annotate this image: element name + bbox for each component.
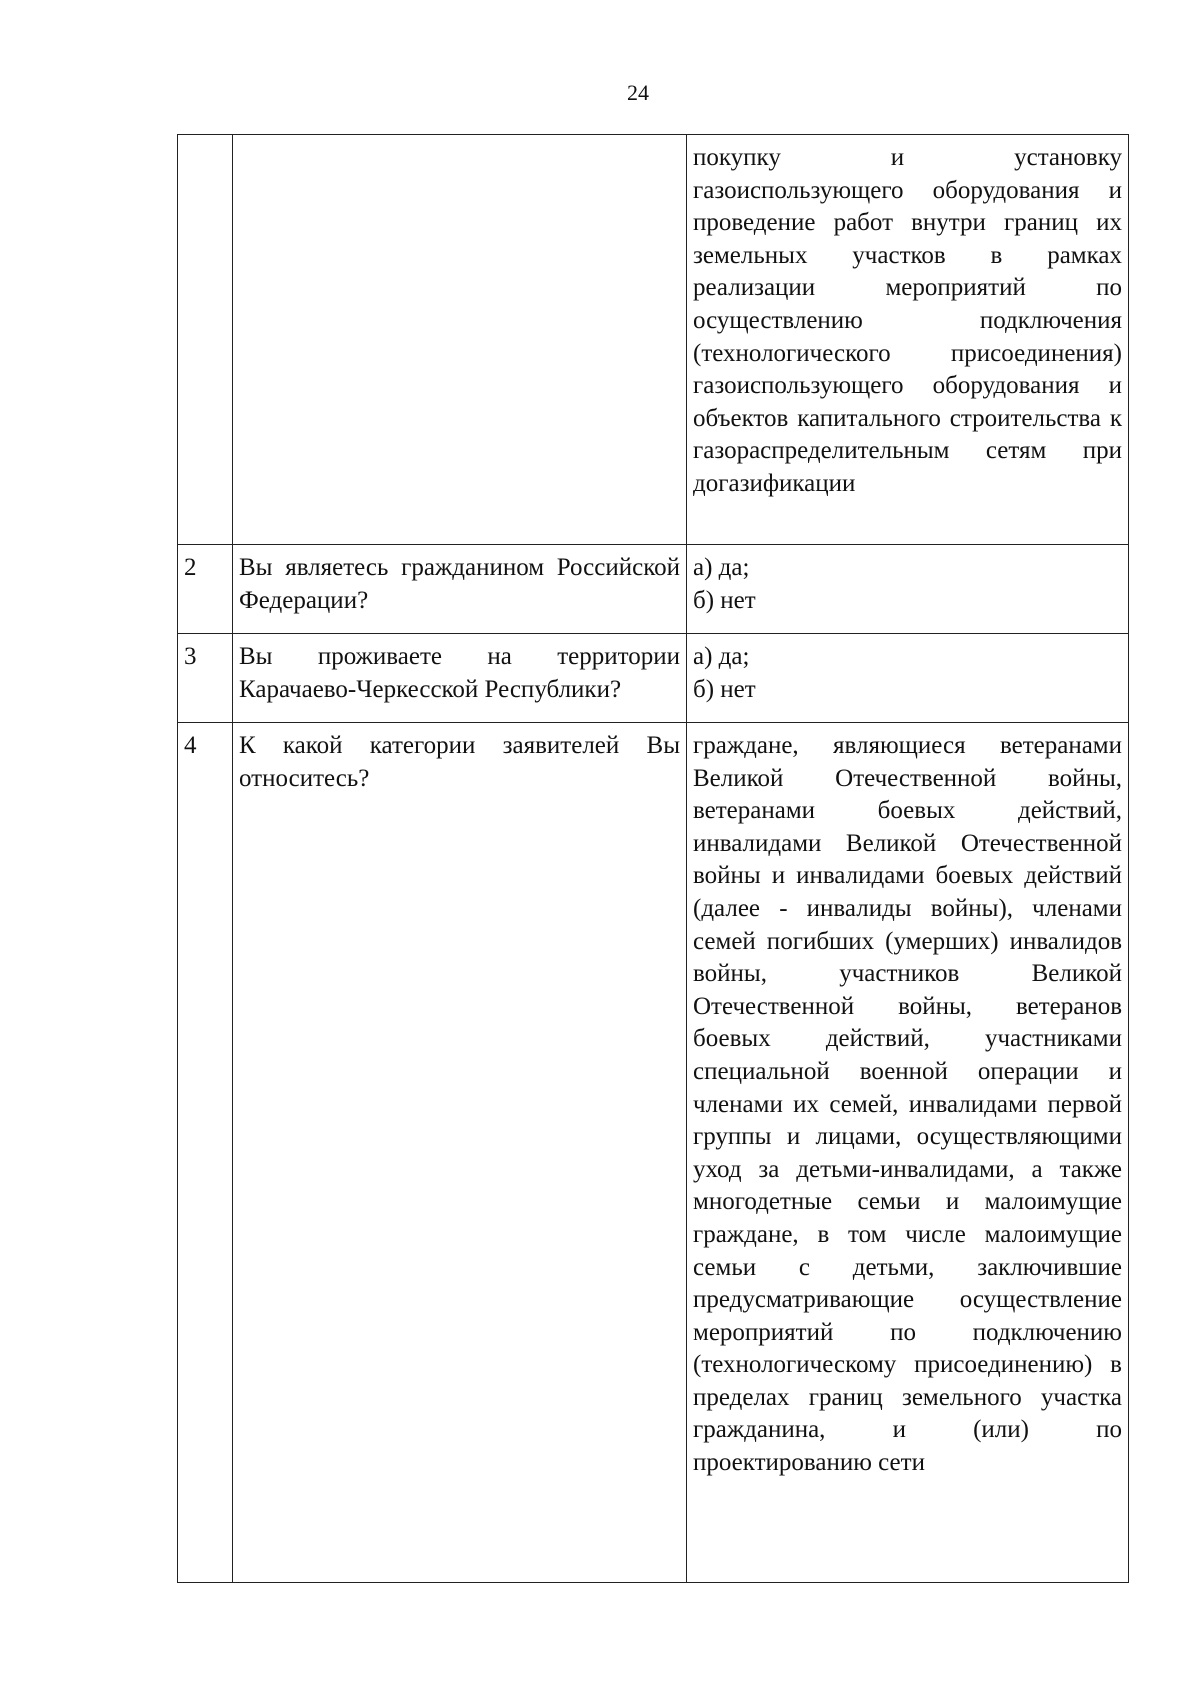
table-row (178, 723, 1129, 1583)
answer-option: б) нет (693, 675, 756, 703)
answer-options-cell (687, 545, 1129, 634)
answer-option: б) нет (693, 586, 756, 614)
table-row (178, 545, 1129, 634)
page-number: 24 (627, 80, 649, 105)
answer-cell: покупку и установку газоиспользующего оборудования и проведение работ внутри границ их земельных участков в рамках реализации мероприятий по осуществлению подключения (технологического присоединения) газоиспользующего оборудования и объектов капитального строительства к газораспределительным сетям при догазификации (687, 135, 1129, 545)
answer-option: а) да; (693, 554, 750, 581)
answer-options-cell (687, 634, 1129, 723)
row-number-cell: 4 (178, 723, 233, 1583)
question-cell: К какой категории заявителей Вы относитесь? (233, 723, 687, 1583)
row-number-cell (178, 135, 233, 545)
question-cell: Вы проживаете на территории Карачаево-Черкесской Республики? (233, 634, 687, 723)
answer-option: а) да; (693, 643, 750, 670)
answer-cell: граждане, являющиеся ветеранами Великой Отечественной войны, ветеранами боевых действий, инвалидами Великой Отечественной войны и инвалидами боевых действий (далее - инвалиды войны), членами семей погибших (умерших) инвалидов войны, участников Великой Отечественной войны, ветеранов боевых действий, участниками специальной военной операции и членами их семей, инвалидами первой группы и лицами, осуществляющими уход за детьми-инвалидами, а также многодетные семьи и малоимущие граждане, в том числе малоимущие семьи с детьми, заключившие предусматривающие осуществление мероприятий по подключению (технологическому присоединению) в пределах границ земельного участка гражданина, и (или) по проектированию сети (687, 723, 1129, 1583)
table-row (178, 135, 1129, 545)
questionnaire-table (177, 134, 1129, 1583)
question-cell: Вы являетесь гражданином Российской Федерации? (233, 545, 687, 634)
table-row (178, 634, 1129, 723)
row-number-cell: 3 (178, 634, 233, 723)
row-number-cell: 2 (178, 545, 233, 634)
question-cell (233, 135, 687, 545)
